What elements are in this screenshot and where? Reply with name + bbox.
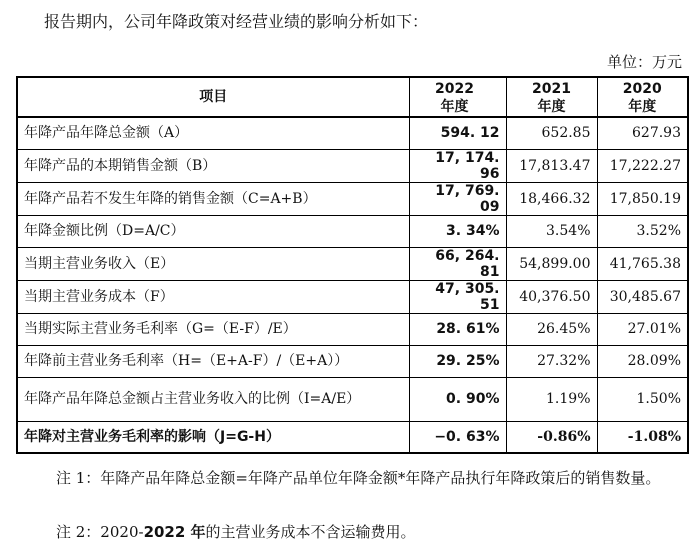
row-label: 年降产品若不发生年降的销售金额（C=A+B）	[17, 182, 409, 215]
table-row	[17, 313, 688, 345]
cell-2020: -1.08%	[597, 421, 688, 453]
cell-2022: 0. 90%	[409, 377, 506, 421]
header-year-2022-year: 2022	[435, 81, 474, 97]
cell-2020: 28.09%	[597, 345, 688, 377]
cell-2022: 17, 769. 09	[409, 182, 506, 215]
footnote-2-prefix: 注 2：2020-	[56, 523, 144, 541]
table-row	[17, 280, 688, 313]
header-year-2020-suffix: 年度	[628, 99, 657, 115]
table-row-total-impact	[17, 421, 688, 453]
intro-text: 报告期内，公司年降政策对经营业绩的影响分析如下：	[44, 12, 429, 31]
header-year-2021-suffix: 年度	[537, 99, 566, 115]
row-label: 当期主营业务收入（E）	[17, 247, 409, 280]
table-header-row	[17, 77, 688, 117]
cell-2020: 30,485.67	[597, 280, 688, 313]
row-label: 当期主营业务成本（F）	[17, 280, 409, 313]
header-year-2020	[597, 77, 688, 117]
footnote-2-bold: 2022 年	[143, 523, 206, 541]
cell-2020: 27.01%	[597, 313, 688, 345]
cell-2021: 1.19%	[506, 377, 597, 421]
footnote-1: 注 1：年降产品年降总金额=年降产品单位年降金额*年降产品执行年降政策后的销售数量。	[56, 469, 661, 487]
cell-2021: 3.54%	[506, 215, 597, 247]
table-row	[17, 149, 688, 182]
cell-2021: 18,466.32	[506, 182, 597, 215]
cell-2020: 627.93	[597, 117, 688, 149]
cell-2022: 17, 174. 96	[409, 149, 506, 182]
table-row	[17, 247, 688, 280]
header-year-2022-suffix: 年度	[440, 99, 469, 115]
cell-2022: 29. 25%	[409, 345, 506, 377]
cell-2022: 47, 305. 51	[409, 280, 506, 313]
table-row	[17, 345, 688, 377]
cell-2021: 17,813.47	[506, 149, 597, 182]
cell-2022: 28. 61%	[409, 313, 506, 345]
footnote-2-suffix: 的主营业务成本不含运输费用。	[205, 523, 416, 541]
row-label: 当期实际主营业务毛利率（G=（E-F）/E）	[17, 313, 409, 345]
cell-2020: 41,765.38	[597, 247, 688, 280]
cell-2021: -0.86%	[506, 421, 597, 453]
row-label: 年降金额比例（D=A/C）	[17, 215, 409, 247]
table-row	[17, 182, 688, 215]
row-label: 年降产品年降总金额（A）	[17, 117, 409, 149]
row-label: 年降产品的本期销售金额（B）	[17, 149, 409, 182]
row-label: 年降产品年降总金额占主营业务收入的比例（I=A/E）	[17, 377, 409, 421]
cell-2021: 26.45%	[506, 313, 597, 345]
row-label: 年降前主营业务毛利率（H=（E+A-F）/（E+A））	[17, 345, 409, 377]
cell-2020: 3.52%	[597, 215, 688, 247]
table-row	[17, 377, 688, 421]
header-year-2022	[409, 77, 506, 117]
cell-2021: 652.85	[506, 117, 597, 149]
header-year-2021	[506, 77, 597, 117]
cell-2021: 40,376.50	[506, 280, 597, 313]
cell-2020: 17,850.19	[597, 182, 688, 215]
footnote-2	[56, 520, 416, 544]
header-item: 项目	[17, 77, 409, 117]
cell-2022: 594. 12	[409, 117, 506, 149]
annual-price-reduction-table	[16, 76, 689, 454]
cell-2020: 1.50%	[597, 377, 688, 421]
cell-2021: 54,899.00	[506, 247, 597, 280]
cell-2021: 27.32%	[506, 345, 597, 377]
cell-2020: 17,222.27	[597, 149, 688, 182]
row-label: 年降对主营业务毛利率的影响（J=G-H）	[17, 421, 409, 453]
header-year-2020-year: 2020	[622, 81, 662, 97]
cell-2022: 66, 264. 81	[409, 247, 506, 280]
cell-2022: −0. 63%	[409, 421, 506, 453]
table-row	[17, 117, 688, 149]
unit-label: 单位：万元	[606, 53, 682, 71]
cell-2022: 3. 34%	[409, 215, 506, 247]
table-row	[17, 215, 688, 247]
header-year-2021-year: 2021	[532, 81, 571, 97]
